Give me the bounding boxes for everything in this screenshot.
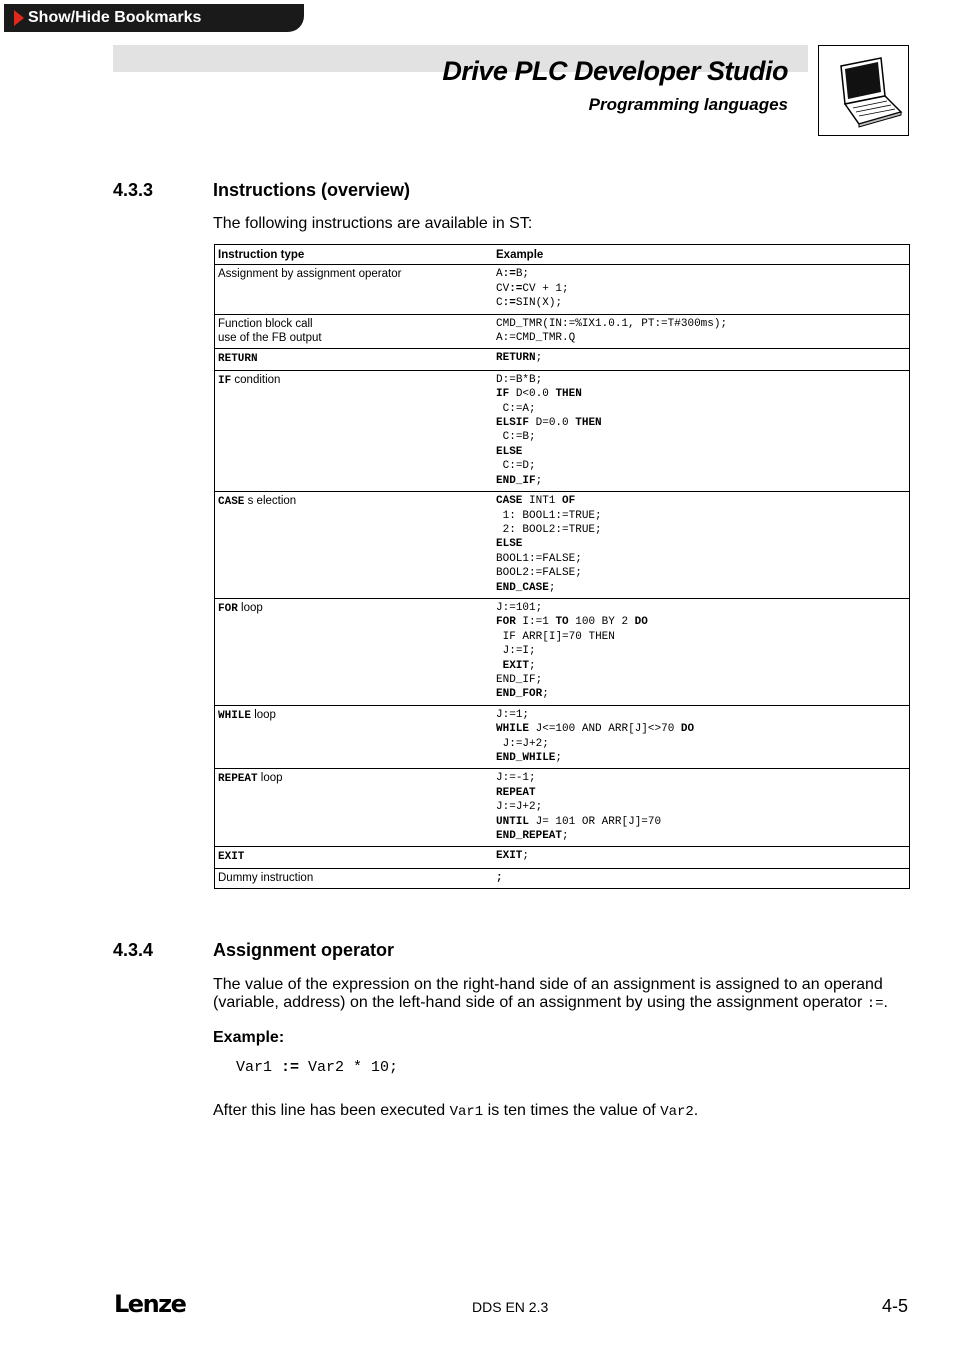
lenze-logo: Lenze	[114, 1290, 186, 1318]
variable-code: Var1	[449, 1104, 484, 1120]
code-line: END_WHILE;	[496, 752, 563, 764]
show-hide-bookmarks-button[interactable]	[4, 4, 304, 32]
keyword: END_CASE	[496, 581, 549, 594]
after-paragraph	[213, 1102, 698, 1121]
column-header-type: Instruction type	[215, 245, 494, 265]
code-line: J:=-1;	[496, 772, 536, 785]
instruction-type-label: FOR loop	[218, 601, 263, 615]
code-line: UNTIL J= 101 OR ARR[J]=70	[496, 815, 662, 828]
keyword: UNTIL	[496, 815, 530, 828]
laptop-icon	[818, 45, 909, 136]
document-title: Drive PLC Developer Studio	[442, 56, 788, 86]
code-line: EXIT;	[502, 659, 536, 672]
instruction-type-label: WHILE loop	[218, 708, 276, 722]
example-cell	[493, 349, 910, 370]
instruction-type-cell	[215, 705, 494, 769]
example-cell	[493, 492, 910, 599]
keyword: :=	[509, 282, 523, 295]
keyword: THEN	[575, 417, 602, 430]
instruction-type-cell	[215, 598, 494, 705]
footer-doc-id: DDS EN 2.3	[472, 1299, 549, 1315]
instruction-type-cell	[215, 492, 494, 599]
instruction-type-label: Dummy instruction	[218, 871, 314, 884]
code-line: BOOL1:=FALSE;	[496, 552, 582, 565]
instruction-type-label: CASE s election	[218, 495, 297, 509]
keyword: END_REPEAT	[496, 830, 563, 843]
instruction-type-label: Assignment by assignment operator	[218, 268, 402, 281]
example-label: Example:	[213, 1029, 285, 1046]
example-cell	[493, 314, 910, 349]
code-line: END_REPEAT;	[496, 830, 569, 843]
keyword: :=	[502, 297, 516, 310]
table-row	[215, 265, 910, 314]
keyword: DO	[634, 616, 648, 629]
code-line: CMD_TMR(IN:=%IX1.0.1, PT:=T#300ms);	[496, 317, 728, 330]
triangle-right-icon	[14, 10, 24, 26]
code-line: J:=I;	[502, 645, 536, 658]
code-line: J:=1;	[496, 708, 530, 721]
keyword: IF	[496, 388, 510, 401]
section-number: 4.3.4	[113, 940, 154, 960]
section-title: Instructions (overview)	[213, 180, 411, 200]
code-line: D:=B*B;	[496, 373, 543, 386]
instruction-type-cell	[215, 370, 494, 491]
keyword: DO	[680, 723, 695, 736]
code-part: Var1	[236, 1059, 282, 1076]
instruction-type-label	[218, 850, 244, 862]
keyword: ELSE	[496, 538, 523, 551]
instruction-type-label: IF condition	[218, 373, 281, 387]
keyword: END_FOR	[496, 688, 543, 701]
code-line: EXIT;	[496, 850, 530, 863]
code-line: A:=CMD_TMR.Q	[496, 332, 576, 345]
keyword: FOR	[218, 602, 238, 615]
code-line: A:=B;	[496, 268, 530, 281]
example-cell	[493, 265, 910, 314]
code-line: FOR I:=1 TO 100 BY 2 DO	[496, 616, 648, 629]
keyword: END_IF	[496, 474, 536, 487]
code-line: CV:=CV + 1;	[496, 282, 569, 295]
code-line: J:=J+2;	[496, 801, 543, 814]
code-line: J:=J+2;	[502, 737, 549, 750]
code-line: IF ARR[I]=70 THEN	[502, 630, 615, 643]
table-header-row	[215, 245, 910, 265]
keyword: END_WHILE	[496, 752, 556, 764]
instruction-type-label	[218, 352, 258, 364]
keyword: OF	[562, 495, 576, 508]
paragraph-text: The value of the expression on the right-hand side of an assignment is assigned to an operand (variable, address) on the left-hand side of an assignment by using the assignment operator	[213, 976, 883, 1011]
table-row	[215, 868, 910, 888]
keyword: ;	[496, 871, 503, 884]
code-operator: :=	[281, 1059, 300, 1076]
code-line: 1: BOOL1:=TRUE;	[496, 509, 602, 522]
code-line: C:=D;	[502, 460, 536, 473]
example-cell	[493, 598, 910, 705]
operator-code: :=	[866, 996, 884, 1012]
code-line: BOOL2:=FALSE;	[496, 567, 582, 580]
code-line: CASE INT1 OF	[496, 495, 576, 508]
code-line	[496, 537, 909, 551]
keyword: RETURN	[218, 353, 258, 366]
keyword: THEN	[555, 388, 582, 401]
paragraph-text: is ten times the value of	[483, 1102, 661, 1119]
example-cell	[493, 769, 910, 847]
code-line: RETURN;	[496, 352, 543, 365]
code-line: IF D<0.0 THEN	[496, 388, 582, 401]
column-header-example: Example	[493, 245, 910, 265]
table-row	[215, 598, 910, 705]
keyword: IF	[218, 374, 232, 387]
paragraph-text: After this line has been executed	[213, 1102, 450, 1119]
variable-code: Var2	[660, 1104, 694, 1120]
code-line: END_IF;	[496, 673, 543, 686]
code-line: END_IF;	[496, 474, 543, 487]
paragraph-end: .	[693, 1102, 699, 1119]
table-row	[215, 492, 910, 599]
keyword: REPEAT	[496, 786, 536, 799]
code-line	[496, 871, 909, 885]
instructions-table	[214, 244, 910, 889]
code-line: WHILE J<=100 AND ARR[J]<>70 DO	[496, 723, 695, 736]
instruction-type-cell	[215, 265, 494, 314]
document-subtitle: Programming languages	[588, 95, 788, 114]
instruction-type-cell	[215, 349, 494, 370]
keyword: :=	[502, 268, 516, 281]
keyword: ELSIF	[496, 417, 530, 430]
code-line: C:=SIN(X);	[496, 297, 563, 310]
table-row	[215, 847, 910, 868]
keyword: TO	[555, 616, 569, 629]
instruction-type-cell	[215, 769, 494, 847]
keyword: ELSE	[496, 445, 523, 458]
code-line: ELSIF D=0.0 THEN	[496, 417, 602, 430]
keyword: WHILE	[218, 709, 252, 722]
table-row	[215, 370, 910, 491]
example-cell	[493, 705, 910, 769]
table-row	[215, 705, 910, 769]
code-line: 2: BOOL2:=TRUE;	[496, 523, 602, 536]
section-title: Assignment operator	[213, 940, 395, 960]
page-number: 4-5	[881, 1296, 908, 1316]
code-line: C:=A;	[502, 402, 536, 415]
keyword: CASE	[496, 495, 523, 508]
keyword: WHILE	[496, 723, 530, 736]
keyword: EXIT	[502, 659, 530, 672]
code-line: C:=B;	[502, 431, 536, 444]
paragraph-end: .	[883, 994, 888, 1011]
keyword: EXIT	[496, 850, 523, 863]
table-row	[215, 349, 910, 370]
section-number: 4.3.3	[113, 180, 154, 200]
instruction-type-cell	[215, 847, 494, 868]
section-intro: The following instructions are available in ST:	[213, 215, 533, 232]
keyword: FOR	[496, 616, 516, 629]
example-cell	[493, 868, 910, 888]
example-cell	[493, 370, 910, 491]
instruction-type-label: Function block call use of the FB output	[218, 317, 322, 345]
code-line: J:=101;	[496, 601, 543, 614]
keyword: EXIT	[218, 851, 245, 864]
code-part: Var2 * 10;	[299, 1059, 399, 1076]
example-code	[236, 1059, 398, 1077]
table-row	[215, 769, 910, 847]
example-cell	[493, 847, 910, 868]
instruction-type-label: REPEAT loop	[218, 772, 283, 786]
code-line: END_CASE;	[496, 581, 556, 594]
table-row	[215, 314, 910, 349]
keyword: REPEAT	[218, 773, 258, 786]
keyword: CASE	[218, 496, 245, 509]
code-line: END_FOR;	[496, 688, 549, 701]
code-line	[496, 445, 909, 459]
instruction-type-cell	[215, 868, 494, 888]
section-paragraph	[213, 976, 913, 1013]
code-line	[496, 786, 909, 800]
instruction-type-cell	[215, 314, 494, 349]
bookmarks-label: Show/Hide Bookmarks	[28, 9, 202, 26]
keyword: RETURN	[496, 352, 536, 365]
